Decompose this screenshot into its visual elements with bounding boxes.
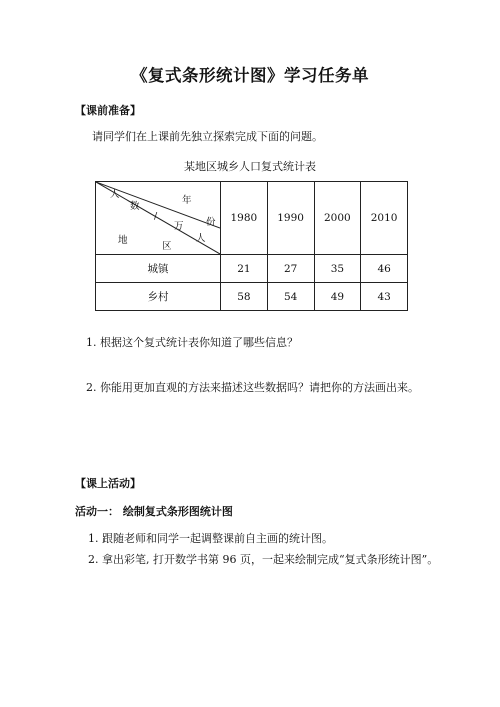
- page-title: 《复式条形统计图》学习任务单: [131, 66, 369, 85]
- diag-char-fen: 份: [206, 217, 216, 228]
- row-label-rural: 乡村: [96, 283, 221, 311]
- year-header-1980: 1980: [221, 182, 268, 255]
- diag-char-di: 地: [118, 235, 128, 246]
- table-cell: 43: [361, 283, 408, 311]
- table-cell: 58: [221, 283, 268, 311]
- table-cell: 21: [221, 255, 268, 283]
- diag-char-slash: /: [154, 211, 158, 222]
- year-header-2010: 2010: [361, 182, 408, 255]
- activity-step-1: 1. 跟随老师和同学一起调整课前自主画的统计图。: [88, 532, 333, 545]
- population-table: [95, 181, 408, 311]
- table-cell: 46: [361, 255, 408, 283]
- activity-title: 活动一： 绘制复式条形图统计图: [75, 505, 233, 518]
- prep-heading: 【课前准备】: [75, 104, 141, 117]
- table-cell: 35: [314, 255, 361, 283]
- table-caption: 某地区城乡人口复式统计表: [184, 160, 316, 173]
- table-cell: 54: [267, 283, 314, 311]
- diag-char-wan: 万: [174, 221, 184, 232]
- class-heading: 【课上活动】: [75, 477, 141, 490]
- question-2: 2. 你能用更加直观的方法来描述这些数据吗？请把你的方法画出来。: [86, 381, 419, 394]
- diag-char-nian: 年: [182, 195, 192, 206]
- table-row: [96, 255, 408, 283]
- diagonal-header-cell: [96, 182, 221, 255]
- diag-char-qu: 区: [162, 241, 172, 252]
- diag-char-shu: 数: [130, 201, 140, 212]
- table-cell: 49: [314, 283, 361, 311]
- table-row: [96, 283, 408, 311]
- diag-char-ren1: 人: [110, 189, 120, 200]
- year-header-2000: 2000: [314, 182, 361, 255]
- question-1: 1. 根据这个复式统计表你知道了哪些信息？: [86, 336, 298, 349]
- prep-intro: 请同学们在上课前先独立探索完成下面的问题。: [92, 130, 323, 143]
- table-header-row: [96, 182, 408, 255]
- table-cell: 27: [267, 255, 314, 283]
- diag-char-ren2: 人: [196, 233, 206, 244]
- activity-step-2: 2. 拿出彩笔, 打开数学书第 96 页，一起来绘制完成“复式条形统计图”。: [88, 553, 439, 566]
- row-label-urban: 城镇: [96, 255, 221, 283]
- year-header-1990: 1990: [267, 182, 314, 255]
